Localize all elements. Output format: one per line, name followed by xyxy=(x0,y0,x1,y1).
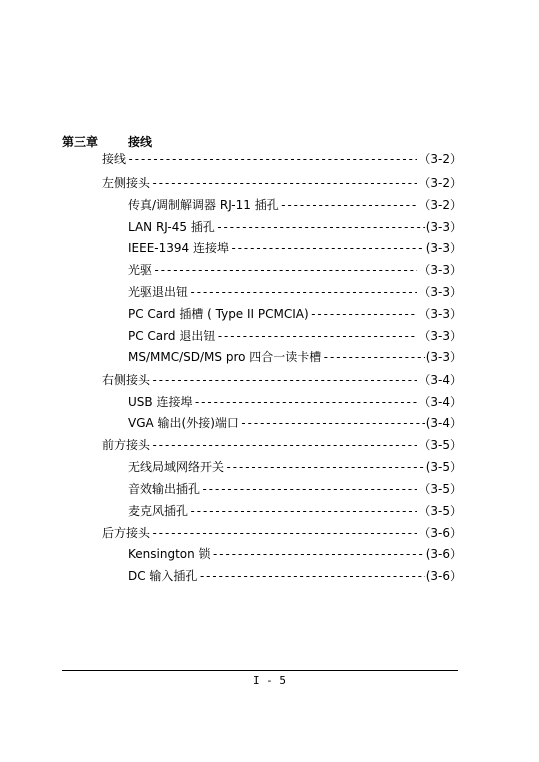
toc-entry-label: 前方接头 xyxy=(102,438,151,452)
toc-entry-page: (3-5） xyxy=(425,460,462,474)
toc-entry[interactable] xyxy=(128,460,462,475)
toc-entry-label: PC Card 插槽 ( Type II PCMCIA) xyxy=(128,307,309,321)
toc-entry-label: 无线局域网络开关 xyxy=(128,460,225,474)
chapter-heading xyxy=(62,133,153,150)
toc-entry[interactable] xyxy=(128,198,462,213)
toc-leader xyxy=(189,285,417,300)
toc-leader xyxy=(127,152,417,167)
toc-entry-label: USB 连接埠 xyxy=(128,395,193,409)
toc-entry-label: 光驱退出钮 xyxy=(128,285,189,299)
toc-entry-page: (3-3） xyxy=(425,220,462,234)
toc-leader xyxy=(216,220,425,235)
toc-entry[interactable] xyxy=(102,152,462,167)
toc-entry[interactable] xyxy=(102,373,462,388)
toc-entry-label: Kensington 锁 xyxy=(128,547,211,561)
toc-leader xyxy=(151,373,417,388)
toc-entry[interactable] xyxy=(128,504,462,519)
chapter-title: 接线 xyxy=(128,135,153,149)
toc-leader xyxy=(230,241,425,256)
toc-leader xyxy=(240,416,425,431)
toc-leader xyxy=(310,307,418,322)
toc-leader xyxy=(198,569,424,584)
toc-entry[interactable] xyxy=(128,569,462,584)
toc-entry-page: （3-3） xyxy=(418,307,462,321)
toc-entry[interactable] xyxy=(102,526,462,541)
toc-entry-label: 音效输出插孔 xyxy=(128,482,201,496)
toc-leader xyxy=(322,350,424,365)
toc-entry-label: 光驱 xyxy=(128,263,153,277)
toc-entry-page: （3-5） xyxy=(418,482,462,496)
toc-entry-page: (3-6） xyxy=(425,547,462,561)
toc-entry-label: LAN RJ-45 插孔 xyxy=(128,220,215,234)
toc-entry-page: （3-5） xyxy=(418,504,462,518)
toc-entry[interactable] xyxy=(128,220,462,235)
toc-entry[interactable] xyxy=(128,329,462,344)
toc-leader xyxy=(225,460,425,475)
toc-leader xyxy=(201,482,417,497)
toc-entry-label: PC Card 退出钮 xyxy=(128,329,216,343)
footer-page-number: I - 5 xyxy=(252,674,287,687)
toc-entry-label: VGA 输出(外接)端口 xyxy=(128,416,239,430)
toc-entry[interactable] xyxy=(128,395,462,410)
toc-leader xyxy=(151,526,417,541)
toc-entry[interactable] xyxy=(128,482,462,497)
toc-entry[interactable] xyxy=(102,438,462,453)
toc-leader xyxy=(280,198,418,213)
toc-entry-label: MS/MMC/SD/MS pro 四合一读卡槽 xyxy=(128,350,322,364)
toc-entry[interactable] xyxy=(128,350,462,365)
toc-entry-label: IEEE-1394 连接埠 xyxy=(128,241,229,255)
toc-entry-label: 右侧接头 xyxy=(102,373,151,387)
toc-entry-page: （3-6） xyxy=(418,526,462,540)
toc-leader xyxy=(212,547,425,562)
toc-entry[interactable] xyxy=(128,285,462,300)
toc-entry-page: (3-4） xyxy=(425,416,462,430)
toc-entry-label: DC 输入插孔 xyxy=(128,569,198,583)
toc-entry-page: （3-4） xyxy=(418,395,462,409)
toc-entry[interactable] xyxy=(128,263,462,278)
toc-entry-page: (3-6） xyxy=(425,569,462,583)
toc-entry-page: （3-3） xyxy=(418,263,462,277)
footer-divider xyxy=(62,670,458,671)
toc-entry-label: 左侧接头 xyxy=(102,176,151,190)
toc-entry-label: 传真/调制解调器 RJ-11 插孔 xyxy=(128,198,279,212)
toc-leader xyxy=(193,395,417,410)
toc-leader xyxy=(151,438,417,453)
toc-leader xyxy=(153,263,417,278)
toc-entry[interactable] xyxy=(128,307,462,322)
toc-entry-page: (3-3） xyxy=(425,241,462,255)
toc-entry-page: （3-4） xyxy=(418,373,462,387)
toc-leader xyxy=(189,504,417,519)
toc-entry-page: （3-2） xyxy=(418,152,462,166)
toc-entry-page: （3-3） xyxy=(418,285,462,299)
toc-leader xyxy=(151,176,417,191)
toc-entry[interactable] xyxy=(102,176,462,191)
toc-entry-page: （3-3） xyxy=(418,329,462,343)
toc-entry[interactable] xyxy=(128,241,462,256)
toc-entry-page: （3-2） xyxy=(418,198,462,212)
toc-entry-label: 麦克风插孔 xyxy=(128,504,189,518)
toc-leader xyxy=(216,329,417,344)
toc-entry-label: 后方接头 xyxy=(102,526,151,540)
toc-entry[interactable] xyxy=(128,416,462,431)
toc-entry-page: （3-5） xyxy=(418,438,462,452)
chapter-number: 第三章 xyxy=(62,135,99,149)
toc-entry-page: (3-3） xyxy=(425,350,462,364)
toc-entry-page: （3-2） xyxy=(418,176,462,190)
toc-entry-label: 接线 xyxy=(102,152,127,166)
toc-entry[interactable] xyxy=(128,547,462,562)
